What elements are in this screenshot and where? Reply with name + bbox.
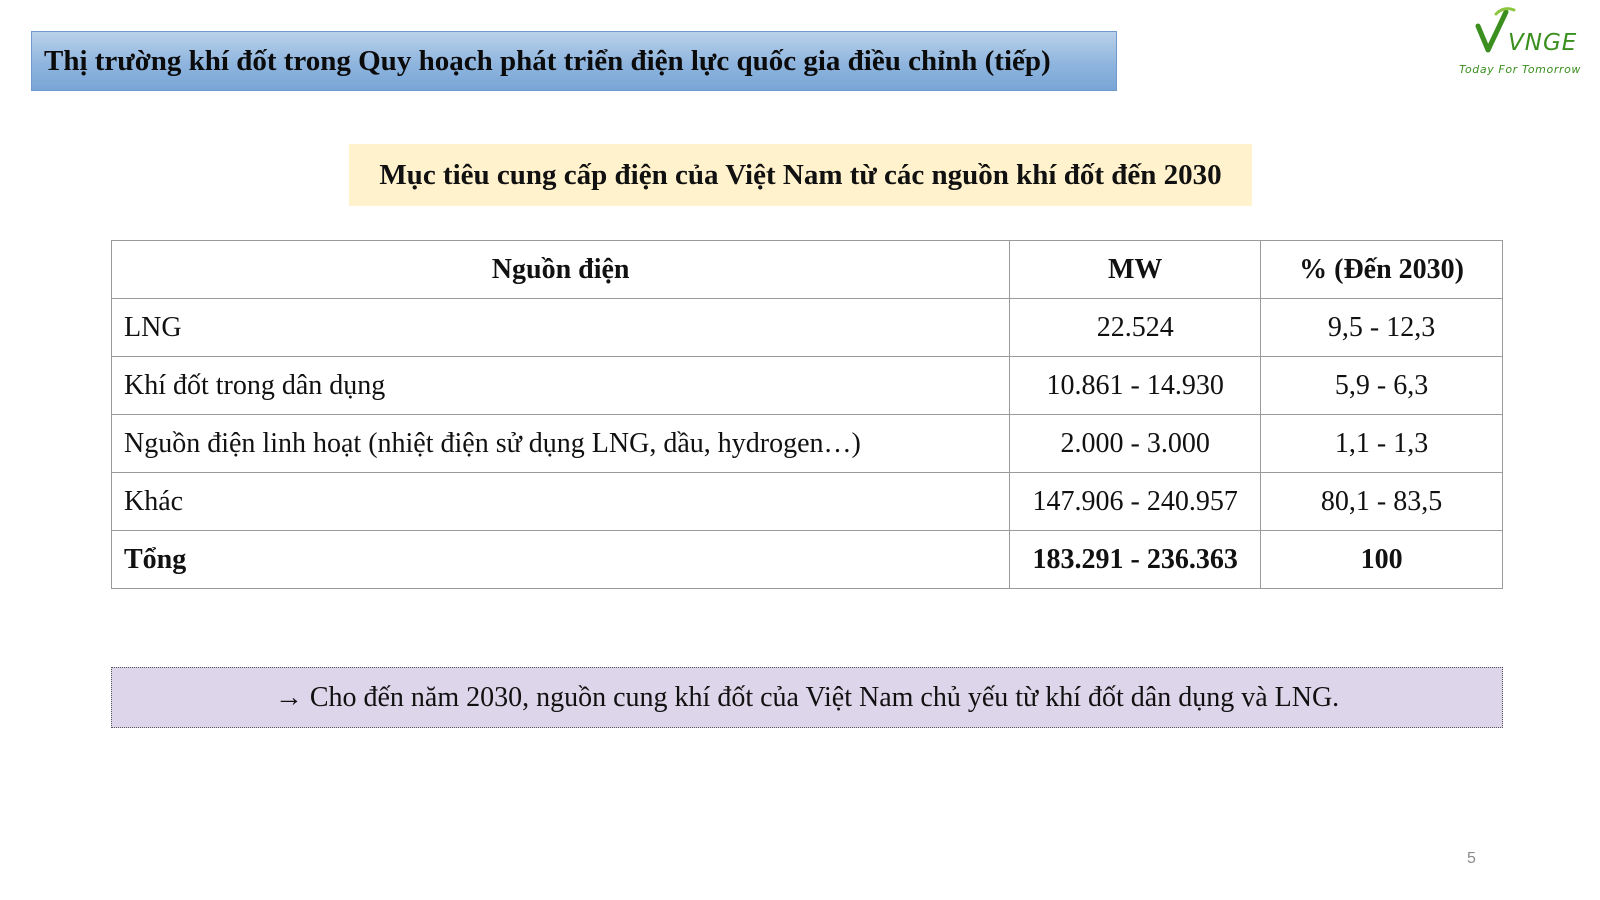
logo [1452, 6, 1600, 76]
header-percent: % (Đến 2030) [1261, 241, 1503, 299]
cell-source: Tổng [112, 531, 1010, 589]
cell-mw: 147.906 - 240.957 [1010, 473, 1261, 531]
cell-mw: 22.524 [1010, 299, 1261, 357]
table-header-row [112, 241, 1503, 299]
conclusion-text: → Cho đến năm 2030, nguồn cung khí đốt của Việt Nam chủ yếu từ khí đốt dân dụng và LNG. [274, 681, 1340, 713]
cell-percent: 100 [1261, 531, 1503, 589]
cell-percent: 80,1 - 83,5 [1261, 473, 1503, 531]
slide-title-banner [31, 31, 1117, 91]
cell-percent: 5,9 - 6,3 [1261, 357, 1503, 415]
cell-percent: 1,1 - 1,3 [1261, 415, 1503, 473]
conclusion-note [111, 667, 1503, 728]
subtitle-box [349, 144, 1252, 206]
subtitle-text: Mục tiêu cung cấp điện của Việt Nam từ các nguồn khí đốt đến 2030 [379, 158, 1222, 191]
header-mw: MW [1010, 241, 1261, 299]
header-source: Nguồn điện [112, 241, 1010, 299]
cell-source: LNG [112, 299, 1010, 357]
cell-mw: 2.000 - 3.000 [1010, 415, 1261, 473]
cell-mw: 10.861 - 14.930 [1010, 357, 1261, 415]
cell-percent: 9,5 - 12,3 [1261, 299, 1503, 357]
table-row [112, 415, 1503, 473]
cell-mw: 183.291 - 236.363 [1010, 531, 1261, 589]
slide-number: 5 [1467, 850, 1476, 867]
table-row [112, 473, 1503, 531]
table-total-row [112, 531, 1503, 589]
cell-source: Nguồn điện linh hoạt (nhiệt điện sử dụng LNG, dầu, hydrogen…) [112, 415, 1010, 473]
table-row [112, 357, 1503, 415]
cell-source: Khí đốt trong dân dụng [112, 357, 1010, 415]
slide-title: Thị trường khí đốt trong Quy hoạch phát triển điện lực quốc gia điều chỉnh (tiếp) [44, 44, 1051, 77]
table-row [112, 299, 1503, 357]
cell-source: Khác [112, 473, 1010, 531]
logo-tagline: Today For Tomorrow [1459, 63, 1582, 76]
power-source-table [111, 240, 1503, 589]
vnge-logo-icon [1474, 6, 1584, 56]
logo-wordmark: VNGE [1508, 30, 1578, 56]
